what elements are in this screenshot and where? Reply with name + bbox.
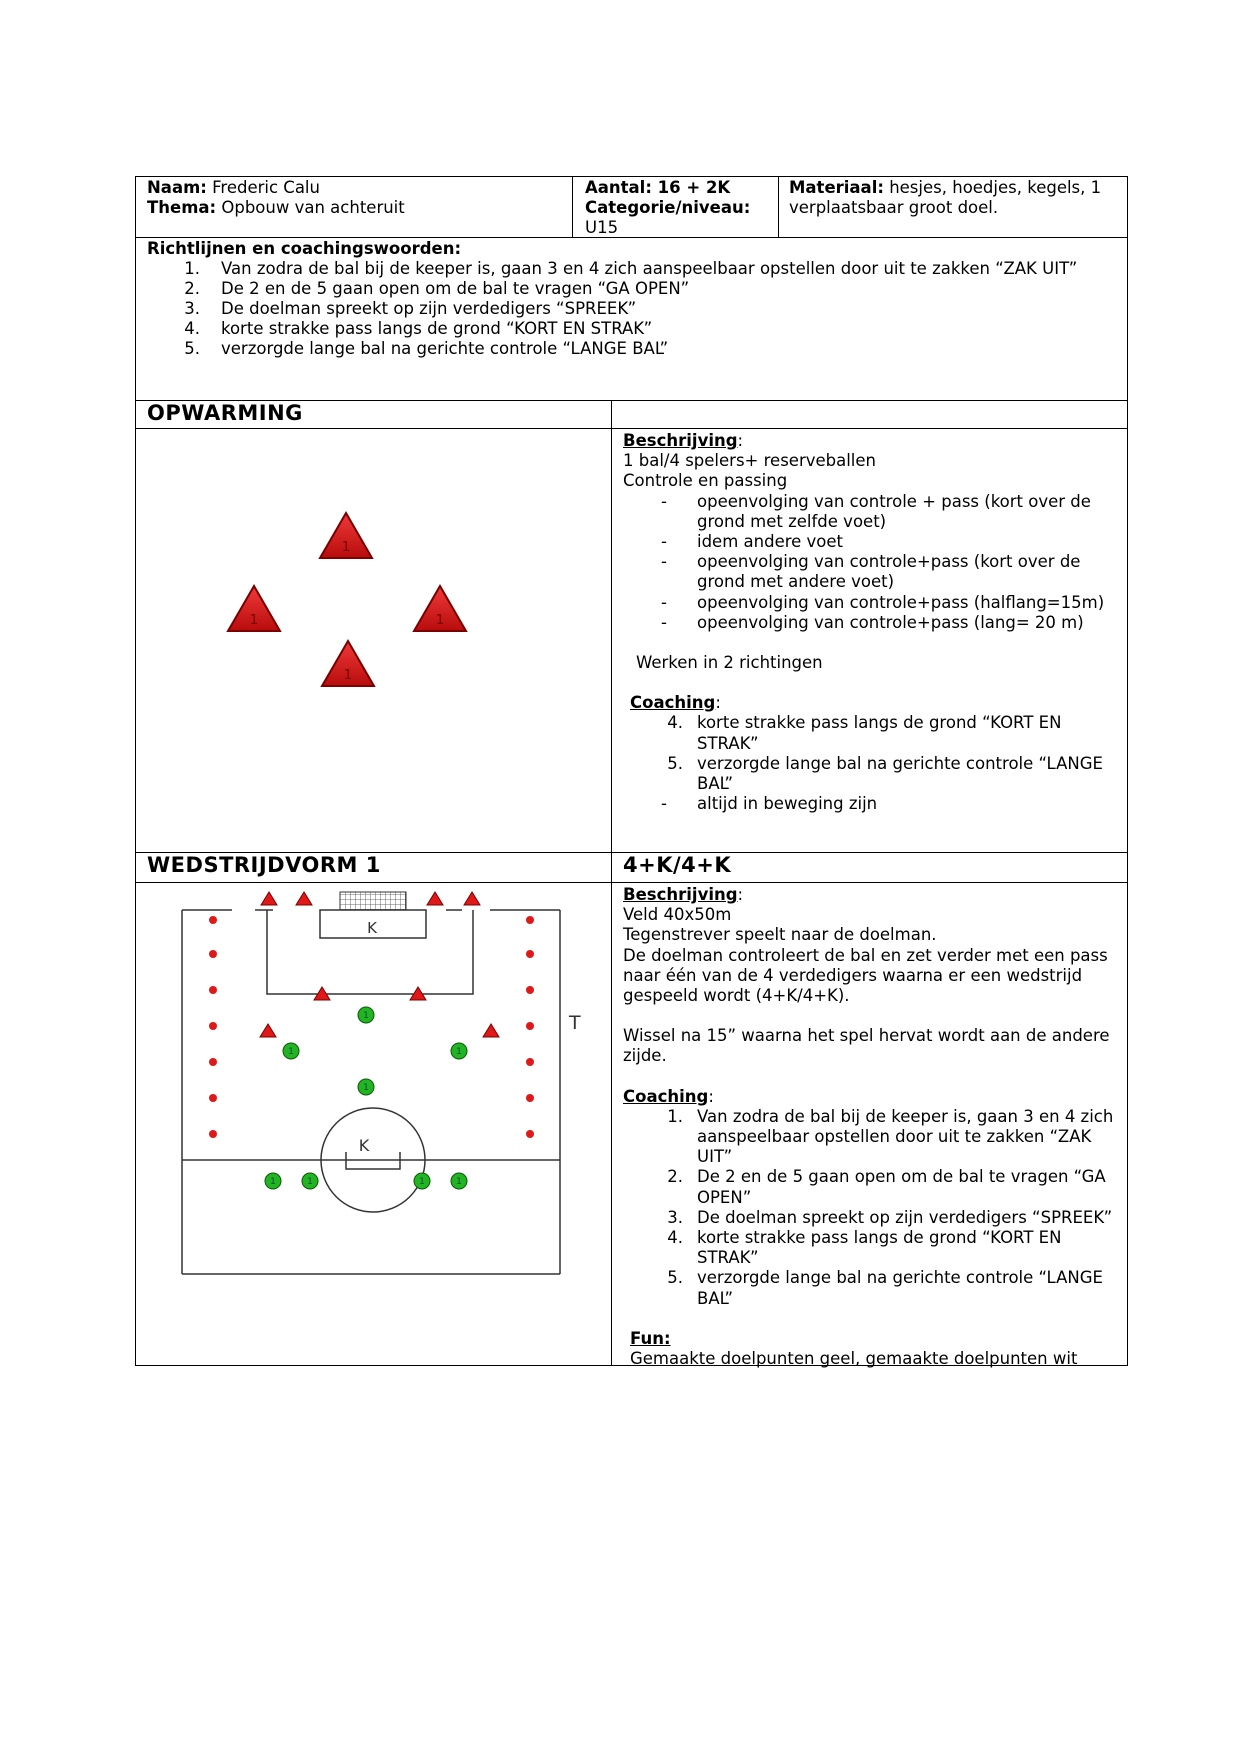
list-item: 4. korte strakke pass langs de grond “KORT EN STRAK” — [667, 1228, 1062, 1268]
coaching-label: Coaching — [630, 693, 716, 713]
opwarming-diagram — [200, 480, 500, 700]
side-markers — [209, 916, 534, 1138]
cone-top — [320, 513, 372, 558]
fun-label: Fun: — [630, 1328, 671, 1348]
opwarming-line: Controle en passing — [623, 471, 788, 491]
categorie-value: U15 — [585, 218, 619, 237]
list-item: 3. De doelman spreekt op zijn verdedigers “SPREEK” — [184, 299, 637, 318]
keeper-bottom-label: K — [358, 1136, 370, 1155]
list-item: - opeenvolging van controle+pass (kort over de grond met andere voet) — [661, 552, 1081, 592]
marker-dot — [209, 1130, 217, 1138]
list-item: - altijd in beweging zijn — [661, 794, 878, 814]
svg-text:1: 1 — [341, 540, 351, 555]
cone-marker — [296, 892, 312, 905]
list-item: - opeenvolging van controle + pass (kort over de grond met zelfde voet) — [661, 491, 1091, 531]
list-item: - opeenvolging van controle+pass (halflang=15m) — [661, 592, 1105, 612]
marker-dot — [209, 1058, 217, 1066]
wedstrijd-line: Tegenstrever speelt naar de doelman. — [623, 925, 937, 945]
cone-marker — [483, 1024, 499, 1037]
t-label: T — [569, 1012, 581, 1034]
cone-bottom — [322, 641, 374, 686]
list-item: 5. verzorgde lange bal na gerichte controle “LANGE BAL” — [667, 1268, 1103, 1308]
svg-text:1: 1 — [419, 1177, 425, 1187]
list-item: 2. De 2 en de 5 gaan open om de bal te vragen “GA OPEN” — [184, 279, 690, 298]
field-diagram — [170, 884, 590, 1284]
thema-value: Opbouw van achteruit — [221, 198, 405, 217]
player-marker — [358, 1079, 374, 1095]
list-item: 5. verzorgde lange bal na gerichte controle “LANGE BAL” — [184, 339, 669, 358]
wedstrijd-line: De doelman controleert de bal en zet verder met een pass naar één van de 4 verdedigers waarna er een wedstrijd gespeeld wordt (4+K/4+K). — [623, 945, 1108, 1006]
marker-dot — [526, 1022, 534, 1030]
list-item: 1. Van zodra de bal bij de keeper is, gaan 3 en 4 zich aanspeelbaar opstellen door uit te zakken “ZAK UIT” — [184, 259, 1078, 278]
svg-text:1: 1 — [456, 1177, 462, 1187]
wissel-text: Wissel na 15” waarna het spel hervat wordt aan de andere zijde. — [623, 1026, 1110, 1066]
list-item: - idem andere voet — [661, 532, 844, 552]
wedstrijdvorm-title: WEDSTRIJDVORM 1 — [147, 853, 381, 877]
red-cones — [260, 892, 499, 1037]
marker-dot — [526, 950, 534, 958]
marker-dot — [526, 1094, 534, 1102]
keeper-top-label: K — [367, 919, 377, 937]
svg-text:1: 1 — [249, 613, 259, 628]
player-marker — [302, 1173, 318, 1189]
goal-net — [340, 892, 406, 910]
cone-left — [228, 586, 280, 631]
beschrijving-label: Beschrijving — [623, 431, 738, 450]
wedstrijdvorm-description: Beschrijving: Veld 40x50m Tegenstrever speelt naar de doelman. De doelman controleert de bal en zet verder met een pass naar één van de 4 verdedigers waarna er een wedstrijd gespeeld wordt (4+K/4+K). Wissel na 15” waarna het spel hervat wordt aan de andere zijde. Coaching: 1. Van zodra de bal bij de keeper is, gaan 3 en 4 zich aanspeelbaar opstellen door uit te zakken “ZAK UIT” 2. De 2 en de 5 gaan open om de bal te vragen “GA OPEN” 3. De doelman spreekt op zijn verdedigers “SPREEK” 4. korte strakke pass langs de grond “KORT EN STRAK” 5. verzorgde lange bal na gerichte controle “LANGE BAL” Fun: Gemaakte doelpunten geel, gemaakte doelpunten wit — [623, 885, 1123, 1369]
svg-text:1: 1 — [363, 1083, 369, 1093]
marker-dot — [209, 916, 217, 924]
fun-text: Gemaakte doelpunten geel, gemaakte doelpunten wit — [630, 1349, 1078, 1369]
player-marker — [451, 1173, 467, 1189]
list-item: 5. verzorgde lange bal na gerichte controle “LANGE BAL” — [667, 753, 1103, 794]
aantal-label: Aantal: 16 + 2K — [585, 178, 731, 197]
coaching-label: Coaching — [623, 1086, 709, 1106]
list-item: 3. De doelman spreekt op zijn verdedigers “SPREEK” — [667, 1207, 1113, 1227]
player-marker — [358, 1007, 374, 1023]
cone-marker — [427, 892, 443, 905]
list-item: 1. Van zodra de bal bij de keeper is, gaan 3 en 4 zich aanspeelbaar opstellen door uit te zakken “ZAK UIT” — [667, 1106, 1114, 1167]
materiaal-value: hesjes, hoedjes, kegels, 1 verplaatsbaar groot doel. — [789, 178, 1102, 218]
opwarming-title: OPWARMING — [147, 401, 303, 425]
opwarming-list — [661, 492, 1123, 633]
list-item: 4. korte strakke pass langs de grond “KORT EN STRAK” — [667, 713, 1062, 753]
svg-text:1: 1 — [456, 1047, 462, 1057]
header-materiaal — [789, 178, 1119, 218]
marker-dot — [209, 950, 217, 958]
marker-dot — [526, 916, 534, 924]
marker-dot — [526, 1058, 534, 1066]
cone-marker — [464, 892, 480, 905]
wedstrijdvorm-subtitle: 4+K/4+K — [623, 853, 732, 877]
svg-text:1: 1 — [343, 668, 353, 683]
header-naam — [147, 178, 320, 198]
marker-dot — [209, 1022, 217, 1030]
svg-text:1: 1 — [363, 1011, 369, 1021]
player-marker — [414, 1173, 430, 1189]
marker-dot — [526, 1130, 534, 1138]
player-marker — [283, 1043, 299, 1059]
marker-dot — [526, 986, 534, 994]
beschrijving-label: Beschrijving — [623, 885, 738, 904]
list-item: - opeenvolging van controle+pass (lang= 20 m) — [661, 612, 1084, 632]
wedstrijd-line: Veld 40x50m — [623, 905, 732, 925]
opwarming-description: Beschrijving: 1 bal/4 spelers+ reserveballen Controle en passing - opeenvolging van controle + pass (kort over de grond met zelfde voet) - idem andere voet - opeenvolging van controle+pass (kort over de grond met andere voet) - opeenvolging van controle+pass (halflang=15m) - opeenvolging van controle+pass (lang= 20 m) Werken in 2 richtingen Coaching: 4. korte strakke pass langs de grond “KORT EN STRAK” 5. verzorgde lange bal na gerichte controle “LANGE BAL” - altijd in beweging zijn — [623, 431, 1123, 814]
opwarming-line: 1 bal/4 spelers+ reserveballen — [623, 451, 877, 471]
svg-text:1: 1 — [435, 613, 445, 628]
player-marker — [265, 1173, 281, 1189]
naam-value: Frederic Calu — [212, 178, 320, 197]
marker-dot — [209, 1094, 217, 1102]
thema-label: Thema: — [147, 198, 217, 217]
cone-marker — [260, 1024, 276, 1037]
header-thema — [147, 198, 405, 218]
richtlijnen-title: Richtlijnen en coachingswoorden: — [147, 239, 462, 258]
list-item: 2. De 2 en de 5 gaan open om de bal te vragen “GA OPEN” — [667, 1167, 1106, 1207]
marker-dot — [209, 986, 217, 994]
werken-text: Werken in 2 richtingen — [636, 653, 823, 673]
cone-marker — [261, 892, 277, 905]
categorie-label: Categorie/niveau: — [585, 198, 751, 217]
opwarming-coaching-list — [653, 713, 1123, 814]
wedstrijd-coaching-list — [653, 1107, 1123, 1309]
svg-text:1: 1 — [270, 1177, 276, 1187]
svg-text:1: 1 — [288, 1047, 294, 1057]
materiaal-label: Materiaal: — [789, 178, 884, 197]
cone-right — [414, 586, 466, 631]
player-marker — [451, 1043, 467, 1059]
naam-label: Naam: — [147, 178, 207, 197]
svg-text:1: 1 — [307, 1177, 313, 1187]
list-item: 4. korte strakke pass langs de grond “KORT EN STRAK” — [184, 319, 653, 338]
richtlijnen-list — [170, 259, 1120, 359]
green-players — [265, 1007, 467, 1189]
